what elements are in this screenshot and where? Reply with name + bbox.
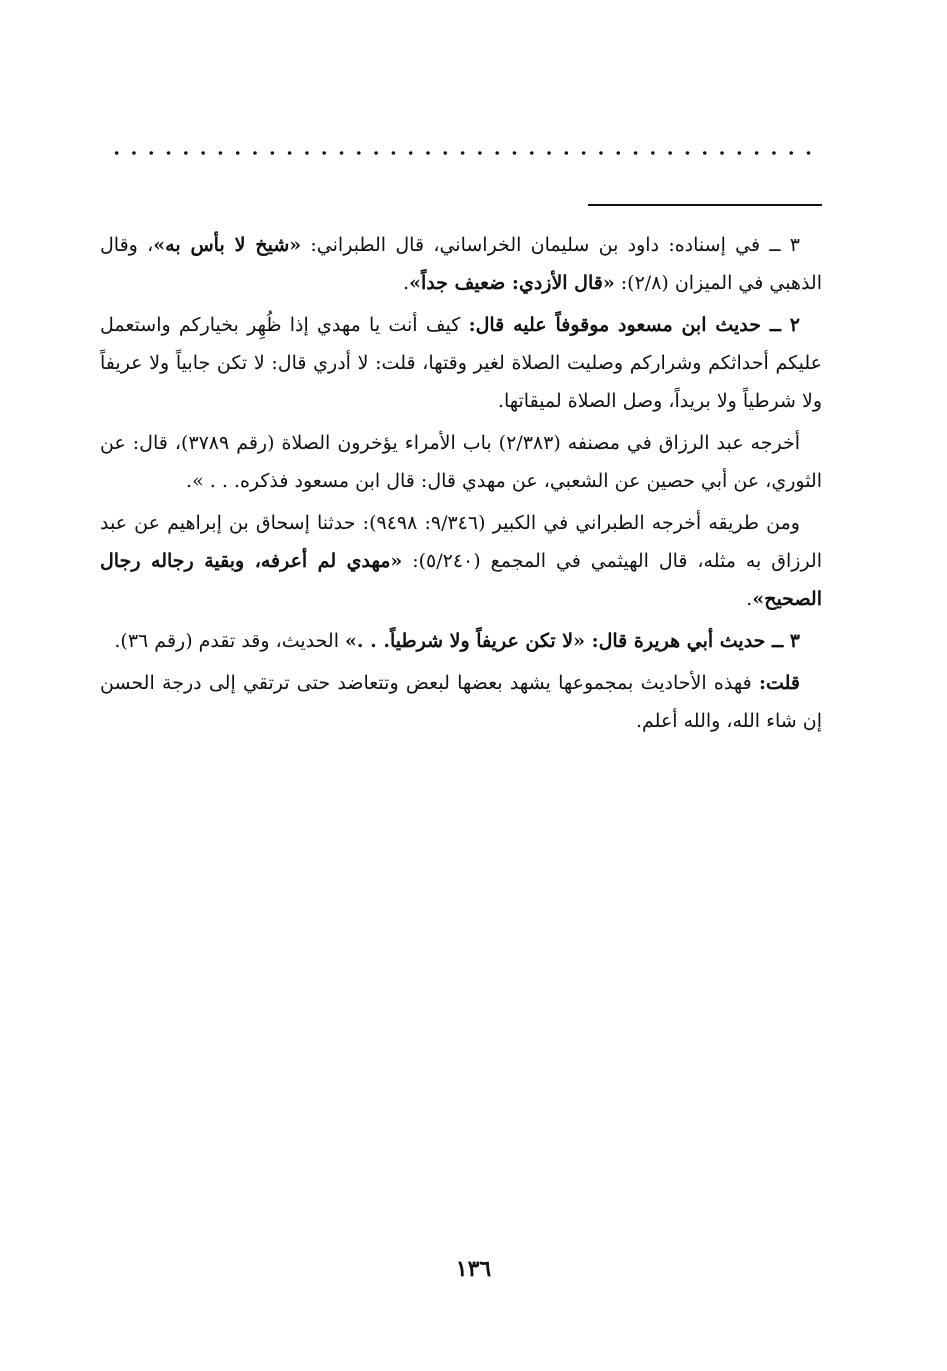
hadith-abu-huraira-heading: حديث أبي هريرة قال: [591, 630, 773, 652]
hadith-abu-huraira-number: ٣ ــ [772, 630, 800, 652]
page-number: ١٣٦ [455, 1256, 492, 1282]
hadith-ibn-masud-text: كيف أنت يا مهدي إذا ظُهِر بخياركم واستعمل عليكم أحداثكم وشراركم وصليت الصلاة لغير وقتها، قلت: لا أدري قال: لا تكن جابياً ولا عريفاً ولا شرطياً ولا بريداً، وصل الصلاة لميقاتها. [100, 314, 822, 412]
page-body [100, 226, 822, 744]
footnote-number: ٣ ــ [769, 234, 800, 256]
footnote-quote-2: «قال الأزدي: ضعيف جداً» [409, 272, 615, 294]
hadith-abu-huraira-paragraph [100, 622, 822, 660]
hadith-ibn-masud-heading: حديث ابن مسعود موقوفاً عليه قال: [468, 314, 770, 336]
footnote-quote-1: «شيخ لا بأس به» [153, 234, 302, 256]
hadith-abu-huraira-text: الحديث، وقد تقدم (رقم ٣٦). [114, 630, 346, 652]
footnote-text-1: في إسناده: داود بن سليمان الخراساني، قال الطبراني: [301, 234, 770, 256]
takhrij-abdurrazzaq-paragraph: أخرجه عبد الرزاق في مصنفه (٢/٣٨٣) باب الأمراء يؤخرون الصلاة (رقم ٣٧٨٩)، قال: عن الثوري، عن أبي حصين عن الشعبي، عن مهدي قال: قال ابن مسعود فذكره. . . ». [100, 432, 822, 492]
hadith-ibn-masud-paragraph [100, 306, 822, 420]
hadith-ibn-masud-number: ٢ ــ [769, 314, 801, 336]
footnote-paragraph [100, 226, 822, 302]
conclusion-text: فهذه الأحاديث بمجموعها يشهد بعضها لبعض وتتعاضد حتى ترتقي إلى درجة الحسن إن شاء الله، والله أعلم. [100, 672, 822, 732]
conclusion-paragraph [100, 664, 822, 740]
takhrij-tabarani-text-2: . [746, 588, 753, 610]
conclusion-lead: قلت: [758, 672, 800, 694]
takhrij-tabarani-text-1: ومن طريقه أخرجه الطبراني في الكبير (٩/٣٤٦: ٩٤٩٨): حدثنا إسحاق بن إبراهيم عن عبد الرزاق به مثله، قال الهيثمي في المجمع (٥/٢٤٠): [100, 512, 823, 572]
footnote-rule [588, 204, 822, 206]
hadith-abu-huraira-quote: «لا تكن عريفاً ولا شرطياً. . .» [345, 630, 592, 652]
footnote-text-3: . [403, 272, 410, 294]
takhrij-tabarani-quote: «مهدي لم أعرفه، وبقية رجاله رجال الصحيح» [100, 550, 822, 610]
footnote-text-2: ، وقال الذهبي في الميزان (٢/٨): [100, 234, 822, 294]
takhrij-tabarani-paragraph [100, 504, 822, 618]
dotted-separator [108, 146, 824, 160]
